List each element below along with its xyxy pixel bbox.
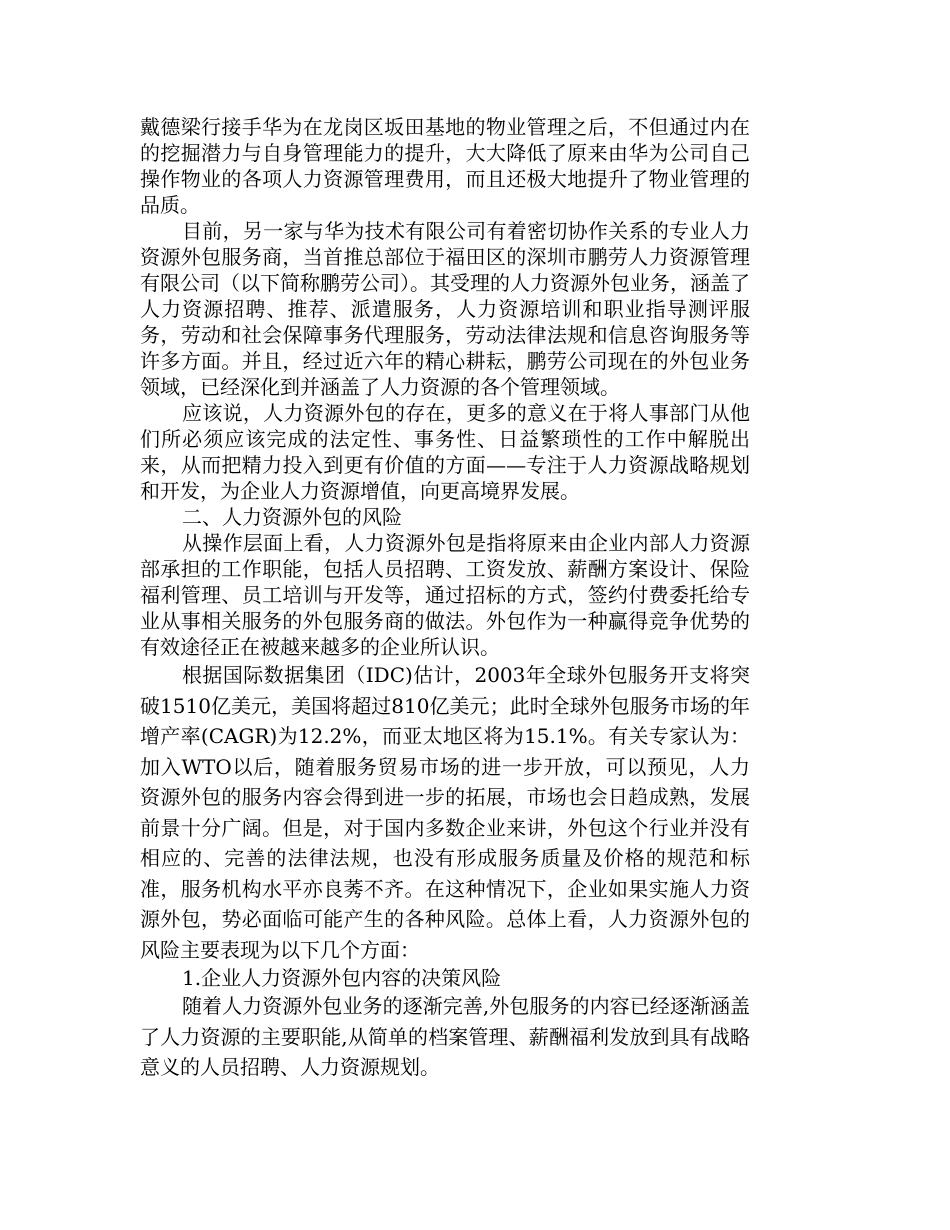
subheading-decision-risk: 1.企业人力资源外包内容的决策风险 bbox=[182, 966, 502, 990]
document-body bbox=[140, 114, 750, 1083]
paragraph-outsourcing-significance: 应该说，人力资源外包的存在，更多的意义在于将人事部门从他们所必须应该完成的法定性、事务性、日益繁琐性的工作中解脱出来，从而把精力投入到更有价值的方面——专注于人力资源战略规划和开发，为企业人力资源增值，向更高境界发展。 bbox=[140, 401, 750, 503]
paragraph-operational-definition: 从操作层面上看，人力资源外包是指将原来由企业内部人力资源部承担的工作职能，包括人员招聘、工资发放、薪酬方案设计、保险福利管理、员工培训与开发等，通过招标的方式，签约付费委托给专业从事相关服务的外包服务商的做法。外包作为一种赢得竞争优势的有效途径正在被越来越多的企业所认识。 bbox=[140, 531, 750, 659]
paragraph-dtz-property-management: 戴德梁行接手华为在龙岗区坂田基地的物业管理之后，不但通过内在的挖掘潜力与自身管理能力的提升，大大降低了原来由华为公司自己操作物业的各项人力资源管理费用，而且还极大地提升了物业管理的品质。 bbox=[140, 115, 750, 217]
paragraph-penglao-company: 目前，另一家与华为技术有限公司有着密切协作关系的专业人力资源外包服务商，当首推总部位于福田区的深圳市鹏劳人力资源管理有限公司（以下简称鹏劳公司）。其受理的人力资源外包业务，涵盖了人力资源招聘、推荐、派遣服务，人力资源培训和职业指导测评服务，劳动和社会保障事务代理服务，劳动法律法规和信息咨询服务等许多方面。并且，经过近六年的精心耕耘，鹏劳公司现在的外包业务领域，已经深化到并涵盖了人力资源的各个管理领域。 bbox=[140, 219, 750, 399]
paragraph-outsourcing-scope: 随着人力资源外包业务的逐渐完善,外包服务的内容已经逐渐涵盖了人力资源的主要职能,从简单的档案管理、薪酬福利发放到具有战略意义的人员招聘、人力资源规划。 bbox=[140, 994, 750, 1079]
section-heading-outsourcing-risks: 二、人力资源外包的风险 bbox=[182, 505, 402, 529]
paragraph-idc-estimate: 根据国际数据集团（IDC)估计，2003年全球外包服务开支将突破1510亿美元，美国将超过810亿美元；此时全球外包服务市场的年增产率(CAGR)为12.2%，而亚太地区将为15.1%。有关专家认为：加入WTO以后，随着服务贸易市场的进一步开放，可以预见，人力资源外包的服务内容会得到进一步的拓展，市场也会日趋成熟，发展前景十分广阔。但是，对于国内多数企业来讲，外包这个行业并没有相应的、完善的法律法规，也没有形成服务质量及价格的规范和标准，服务机构水平亦良莠不齐。在这种情况下，企业如果实施人力资源外包，势必面临可能产生的各种风险。总体上看，人力资源外包的风险主要表现为以下几个方面： bbox=[140, 663, 750, 962]
